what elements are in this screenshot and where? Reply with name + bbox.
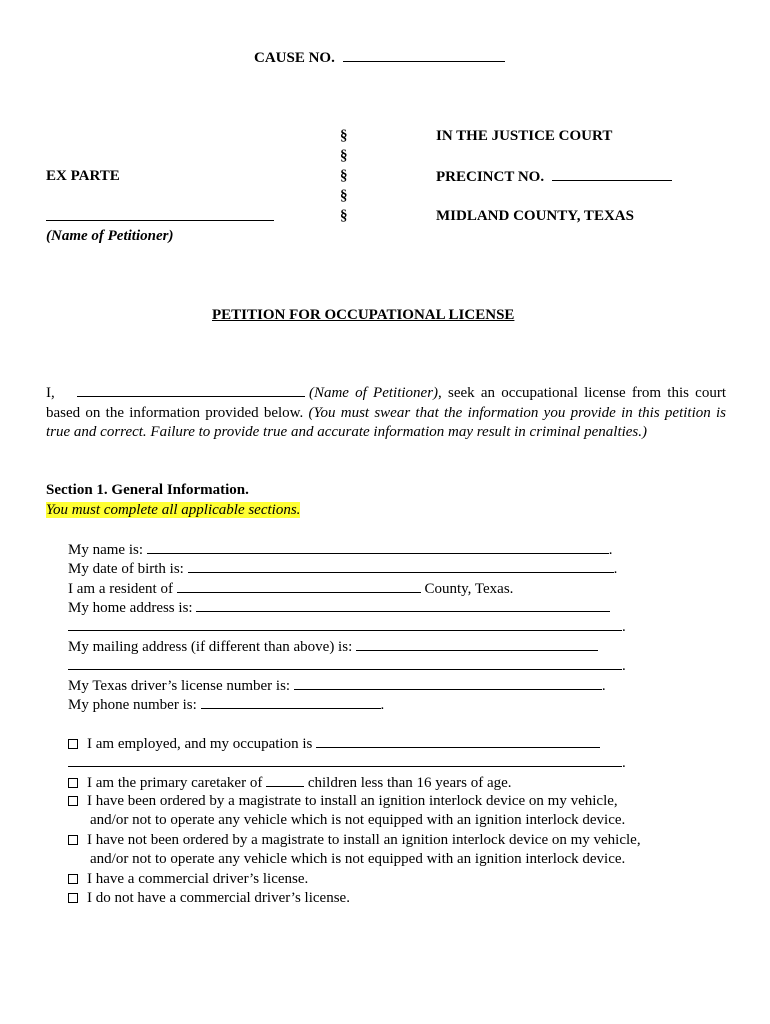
- ordered-label-line2: and/or not to operate any vehicle which is not equipped with an ignition interlock device.: [90, 812, 626, 828]
- intro-name-blank[interactable]: [77, 383, 305, 397]
- name-of-petitioner-caption: (Name of Petitioner): [46, 228, 174, 244]
- home-address-field[interactable]: [196, 598, 610, 612]
- children-count-field[interactable]: [266, 773, 304, 787]
- mailing-address-row2: [68, 656, 626, 676]
- not-ordered-label-line2: and/or not to operate any vehicle which is not equipped with an ignition interlock device.: [90, 851, 626, 867]
- no-cdl-label: I do not have a commercial driver’s license.: [87, 890, 350, 906]
- period: .: [622, 619, 626, 635]
- section-mark: §: [340, 188, 348, 204]
- ordered-label: I have been ordered by a magistrate to install an ignition interlock device on my vehicle,: [87, 793, 618, 809]
- not-ordered-row: [68, 831, 641, 850]
- resident-county-field[interactable]: [177, 579, 421, 593]
- precinct-blank[interactable]: [552, 167, 672, 181]
- mailing-address-label: My mailing address (if different than above) is:: [68, 639, 353, 655]
- name-label: My name is:: [68, 542, 143, 558]
- precinct: [436, 167, 672, 187]
- employed-checkbox[interactable]: [68, 739, 78, 749]
- petition-title: PETITION FOR OCCUPATIONAL LICENSE: [212, 307, 515, 323]
- county-name: MIDLAND COUNTY, TEXAS: [436, 208, 634, 224]
- section1-instruction: [46, 501, 300, 520]
- ordered-checkbox[interactable]: [68, 796, 78, 806]
- period: .: [622, 658, 626, 674]
- court-name: IN THE JUSTICE COURT: [436, 128, 613, 144]
- section-mark: §: [340, 128, 348, 144]
- caretaker-suffix: children less than 16 years of age.: [307, 775, 512, 791]
- phone-row: [68, 695, 384, 715]
- name-field[interactable]: [147, 540, 609, 554]
- has-cdl-row: [68, 870, 308, 889]
- section-mark: §: [340, 148, 348, 164]
- mailing-address-row: [68, 637, 598, 657]
- ex-parte: EX PARTE: [46, 168, 120, 184]
- intro-paragraph: [46, 383, 726, 443]
- has-cdl-checkbox[interactable]: [68, 874, 78, 884]
- not-ordered-checkbox[interactable]: [68, 835, 78, 845]
- period: .: [613, 561, 618, 577]
- section-mark: §: [340, 168, 348, 184]
- caretaker-row: [68, 773, 512, 793]
- name-row: [68, 540, 613, 560]
- dob-field[interactable]: [188, 559, 614, 573]
- resident-row: [68, 579, 513, 599]
- section1-heading: Section 1. General Information.: [46, 482, 249, 498]
- dl-field[interactable]: [294, 676, 602, 690]
- dl-label: My Texas driver’s license number is:: [68, 678, 291, 694]
- employed-row: [68, 734, 600, 754]
- caretaker-checkbox[interactable]: [68, 778, 78, 788]
- period: .: [622, 755, 626, 771]
- home-address-row: [68, 598, 610, 618]
- period: .: [380, 697, 385, 713]
- occupation-field[interactable]: [316, 734, 600, 748]
- ordered-row: [68, 792, 618, 811]
- caretaker-prefix: I am the primary caretaker of: [87, 775, 263, 791]
- phone-field[interactable]: [201, 695, 381, 709]
- intro-seek-text: , seek an occupational license from this court based on the information provided below.: [46, 385, 726, 421]
- not-ordered-label: I have not been ordered by a magistrate to install an ignition interlock device on my vehicle,: [87, 832, 641, 848]
- home-address-label: My home address is:: [68, 600, 193, 616]
- employed-label: I am employed, and my occupation is: [87, 736, 313, 752]
- home-address-field-line2[interactable]: [68, 617, 622, 631]
- home-address-row2: [68, 617, 626, 637]
- intro-name-caption: (Name of Petitioner): [308, 385, 439, 401]
- occupation-row2: [68, 753, 626, 773]
- period: .: [601, 678, 606, 694]
- dob-label: My date of birth is:: [68, 561, 184, 577]
- mailing-address-field[interactable]: [356, 637, 598, 651]
- section-mark: §: [340, 208, 348, 224]
- resident-suffix: County, Texas.: [424, 581, 514, 597]
- period: .: [608, 542, 613, 558]
- cause-no-blank[interactable]: [343, 48, 505, 62]
- dob-row: [68, 559, 617, 579]
- occupation-field-line2[interactable]: [68, 753, 622, 767]
- cause-no-label: CAUSE NO.: [254, 50, 335, 66]
- phone-label: My phone number is:: [68, 697, 197, 713]
- no-cdl-row: [68, 889, 350, 908]
- instruction-highlight: You must complete all applicable sections.: [46, 502, 301, 518]
- intro-prefix: I,: [46, 385, 55, 401]
- dl-row: [68, 676, 606, 696]
- cause-number: [254, 48, 505, 68]
- intro-swear-text: (You must swear that the information you provide in this petition is true and correct. Failure to provide true and accurate information may result in criminal penalties.): [46, 404, 726, 440]
- resident-label: I am a resident of: [68, 581, 173, 597]
- petitioner-name-blank[interactable]: [46, 220, 274, 221]
- no-cdl-checkbox[interactable]: [68, 893, 78, 903]
- has-cdl-label: I have a commercial driver’s license.: [87, 871, 309, 887]
- precinct-label: PRECINCT NO.: [436, 169, 545, 185]
- mailing-address-field-line2[interactable]: [68, 656, 622, 670]
